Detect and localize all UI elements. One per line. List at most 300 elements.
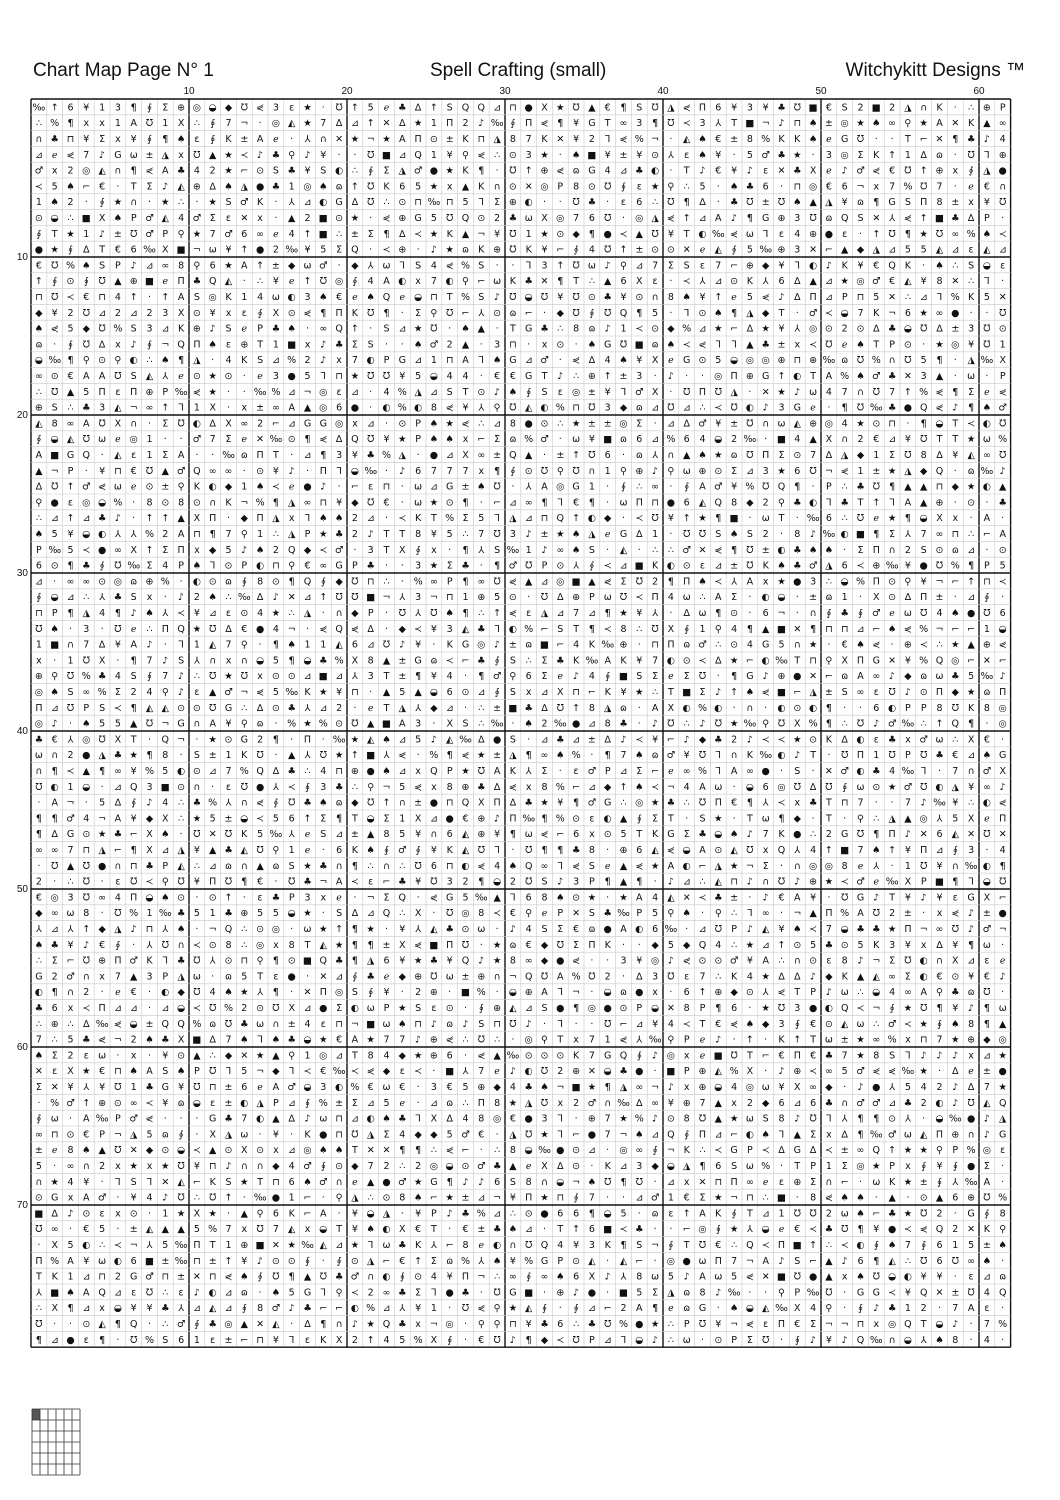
chart-symbol: · (890, 134, 894, 145)
chart-symbol: ᘮ (193, 149, 201, 161)
chart-symbol: ⊙ (335, 213, 344, 224)
chart-symbol: 2 (857, 102, 864, 114)
chart-symbol: ★ (840, 276, 849, 288)
chart-symbol: · (748, 513, 752, 525)
chart-symbol: A (462, 355, 469, 367)
chart-symbol: ℯ (999, 955, 1006, 967)
chart-symbol: · (400, 1208, 404, 1220)
chart-symbol: Q (303, 576, 312, 588)
chart-symbol: 4 (383, 386, 390, 398)
chart-symbol: ɷ (983, 687, 991, 698)
chart-symbol: ∮ (984, 592, 990, 604)
chart-symbol: ◭ (461, 623, 470, 635)
chart-symbol: ⊕ (493, 1003, 502, 1014)
chart-symbol: · (621, 971, 626, 983)
chart-symbol: ℯ (273, 134, 279, 145)
chart-symbol: % (761, 1161, 771, 1172)
chart-symbol: ᘮ (493, 1334, 501, 1346)
chart-symbol: ⊙ (540, 418, 549, 430)
chart-symbol: ⚲ (509, 671, 517, 683)
chart-symbol: ± (113, 228, 122, 240)
chart-symbol: 6 (904, 307, 911, 319)
chart-symbol: ⋞ (145, 165, 154, 177)
chart-symbol: ♣ (571, 845, 581, 856)
chart-symbol: ⚲ (240, 529, 248, 540)
chart-symbol: ‰ (822, 529, 836, 540)
chart-symbol: ◮ (540, 608, 549, 619)
chart-symbol: · (621, 450, 626, 461)
chart-symbol: Σ (557, 924, 564, 935)
chart-symbol: K (778, 134, 785, 145)
chart-symbol: P (352, 560, 358, 572)
chart-symbol: Π (698, 386, 707, 398)
chart-symbol: ¶ (620, 1176, 627, 1188)
chart-symbol: ∆ (272, 766, 280, 777)
chart-symbol: Q (888, 260, 896, 272)
chart-symbol: ⊿ (366, 513, 375, 525)
chart-symbol: K (873, 939, 880, 951)
chart-symbol: ¬ (619, 1129, 628, 1141)
chart-symbol: ◒ (603, 1208, 612, 1220)
chart-symbol: ¥ (952, 450, 959, 461)
chart-symbol: Π (809, 292, 817, 303)
chart-symbol: ✕ (161, 1176, 170, 1188)
chart-symbol: ¶ (288, 655, 295, 667)
chart-symbol: · (37, 797, 41, 809)
chart-symbol: ★ (350, 134, 360, 145)
chart-symbol: ⊙ (824, 323, 833, 335)
chart-symbol: 3 (272, 371, 279, 382)
chart-symbol: ⅂ (320, 371, 326, 382)
chart-symbol: x (67, 1192, 74, 1204)
chart-symbol: · (606, 1192, 610, 1204)
chart-symbol: ★ (82, 1066, 91, 1078)
chart-symbol: A (762, 1255, 769, 1267)
chart-symbol: ⊿ (113, 781, 122, 793)
chart-symbol: ∆ (588, 355, 596, 367)
chart-symbol: ∆ (604, 734, 611, 746)
chart-symbol: ♂ (398, 1176, 407, 1188)
chart-symbol: ± (982, 908, 991, 920)
chart-symbol: 3 (67, 892, 74, 904)
chart-symbol: ↑ (303, 276, 312, 288)
chart-symbol: ∞ (998, 118, 1007, 130)
chart-symbol: ⅂ (510, 892, 516, 904)
chart-symbol: P (920, 702, 927, 714)
chart-symbol: X (967, 813, 975, 825)
chart-symbol: ✕ (809, 671, 818, 683)
chart-symbol: Q (161, 1018, 170, 1030)
chart-symbol: ♪ (130, 608, 137, 619)
chart-symbol: x (841, 1271, 848, 1283)
chart-symbol: ★ (319, 687, 328, 698)
chart-symbol: ⊙ (698, 307, 707, 319)
chart-symbol: ◒ (556, 1176, 565, 1188)
chart-symbol: ⅄ (383, 750, 390, 762)
chart-symbol: ⅄ (478, 402, 485, 414)
chart-symbol: 2 (351, 513, 358, 525)
chart-symbol: K (351, 307, 359, 319)
chart-symbol: ↑ (34, 276, 43, 288)
chart-symbol: ⊿ (113, 1003, 122, 1014)
chart-symbol: K (304, 1129, 311, 1141)
chart-symbol: ∮ (826, 608, 832, 619)
chart-symbol: ♂ (872, 371, 881, 382)
chart-symbol: ↑ (556, 260, 565, 272)
chart-symbol: 6 (936, 1255, 943, 1267)
chart-symbol: ◐ (287, 292, 296, 303)
chart-symbol: ∞ (524, 497, 533, 509)
chart-symbol: T (399, 529, 406, 540)
chart-symbol: ∴ (557, 323, 564, 335)
chart-symbol: ♣ (556, 734, 565, 746)
chart-symbol: ◮ (367, 1255, 375, 1267)
chart-symbol: ▲ (999, 1018, 1007, 1030)
chart-symbol: ω (208, 244, 217, 256)
chart-symbol: ⅂ (210, 560, 216, 572)
chart-symbol: 3 (794, 213, 801, 224)
chart-symbol: ● (556, 1003, 565, 1014)
chart-symbol: % (524, 1255, 534, 1267)
chart-symbol: ⋞ (445, 1034, 454, 1046)
chart-symbol: ¶ (130, 702, 137, 714)
chart-symbol: ∮ (684, 481, 690, 493)
chart-symbol: Q (319, 955, 328, 967)
chart-symbol: ■ (745, 118, 755, 130)
chart-symbol: ♪ (904, 687, 911, 698)
chart-symbol: ¥ (936, 1161, 943, 1172)
chart-symbol: x (115, 1208, 121, 1220)
chart-symbol: ≺ (192, 939, 201, 951)
chart-symbol: ᘮ (82, 860, 90, 872)
chart-symbol: ⊿ (287, 418, 296, 430)
chart-symbol: ± (951, 323, 960, 335)
chart-symbol: ⅄ (667, 149, 674, 161)
chart-symbol: ¥ (904, 1287, 911, 1299)
chart-symbol: ¶ (999, 860, 1006, 872)
chart-symbol: ⅂ (921, 766, 927, 777)
chart-symbol: ★ (445, 165, 454, 177)
chart-symbol: ♂ (303, 1161, 312, 1172)
chart-symbol: ≺ (192, 1003, 201, 1014)
chart-symbol: x (273, 1145, 279, 1157)
chart-symbol: ¥ (225, 718, 232, 730)
chart-symbol: ↑ (919, 165, 928, 177)
chart-symbol: 8 (478, 908, 485, 920)
chart-symbol: ± (493, 702, 502, 714)
chart-symbol: ▲ (935, 1192, 944, 1204)
chart-symbol: ⊙ (666, 1113, 675, 1125)
chart-symbol: 8 (920, 450, 927, 461)
chart-symbol: ⊙ (145, 481, 154, 493)
chart-symbol: ▲ (303, 1271, 312, 1283)
chart-symbol: ♣ (587, 197, 597, 209)
chart-symbol: · (653, 1066, 657, 1078)
chart-symbol: ∮ (494, 655, 500, 667)
chart-symbol: ⊕ (429, 1050, 438, 1062)
chart-symbol: ◮ (114, 924, 122, 935)
chart-symbol: % (476, 987, 486, 999)
chart-symbol: G (604, 339, 612, 351)
chart-symbol: ◐ (824, 1003, 834, 1014)
chart-symbol: ■ (777, 1192, 786, 1204)
chart-symbol: Σ (446, 560, 453, 572)
chart-symbol: ★ (540, 149, 549, 161)
chart-symbol: ♣ (714, 892, 723, 904)
chart-symbol: 1 (146, 908, 153, 920)
chart-symbol: ⊓ (145, 924, 154, 935)
chart-symbol: 7 (825, 924, 832, 935)
chart-symbol: ¶ (541, 845, 548, 856)
chart-symbol: K (620, 655, 627, 667)
chart-symbol: ¥ (114, 639, 121, 651)
chart-symbol: P (557, 1255, 564, 1267)
chart-symbol: ⋞ (761, 687, 770, 698)
chart-symbol: ⊙ (240, 608, 249, 619)
chart-symbol: ∆ (794, 971, 801, 983)
chart-symbol: · (906, 1192, 910, 1204)
chart-symbol: 4 (936, 608, 943, 619)
chart-symbol: ᘮ (983, 339, 991, 351)
chart-symbol: · (116, 1050, 120, 1062)
chart-symbol: ♠ (508, 1224, 518, 1236)
chart-symbol: · (558, 434, 562, 446)
chart-symbol: ◎ (303, 1145, 312, 1157)
chart-symbol: 8 (399, 1192, 406, 1204)
chart-symbol: ± (129, 1224, 138, 1236)
chart-symbol: ⊿ (366, 418, 375, 430)
chart-symbol: ★ (161, 197, 170, 209)
chart-symbol: ◮ (82, 608, 90, 619)
chart-symbol: ⊿ (287, 1097, 296, 1109)
chart-symbol: ♪ (699, 718, 706, 730)
chart-symbol: ɷ (335, 797, 343, 809)
chart-symbol: ◎ (556, 576, 565, 588)
chart-symbol: ε (399, 1066, 405, 1078)
chart-symbol: ε (336, 386, 342, 398)
chart-symbol: ⌐ (872, 623, 881, 635)
chart-symbol: A (177, 292, 185, 303)
chart-symbol: ω (745, 1161, 754, 1172)
chart-symbol: ∞ (935, 529, 944, 540)
chart-symbol: ⚲ (161, 876, 169, 888)
chart-symbol: ¥ (415, 1303, 422, 1315)
chart-symbol: ⊓ (82, 845, 91, 856)
chart-symbol: ● (97, 860, 107, 872)
chart-symbol: ᘮ (240, 671, 248, 683)
chart-symbol: ♪ (999, 465, 1006, 477)
chart-symbol: ¶ (873, 829, 880, 841)
chart-symbol: 5 (146, 1129, 153, 1141)
chart-symbol: ◆ (35, 908, 43, 920)
chart-symbol: 2 (541, 718, 548, 730)
chart-symbol: 6 (351, 639, 358, 651)
chart-symbol: ⅄ (762, 797, 769, 809)
chart-symbol: · (321, 908, 325, 920)
chart-symbol: ⊙ (445, 1003, 454, 1014)
chart-symbol: ∴ (241, 702, 248, 714)
chart-symbol: ★ (540, 1129, 549, 1141)
chart-symbol: ε (52, 1066, 58, 1078)
chart-symbol: · (416, 892, 420, 904)
chart-symbol: ▲ (904, 813, 912, 825)
chart-symbol: ⌐ (572, 1129, 581, 1141)
chart-symbol: X (873, 592, 880, 604)
chart-symbol: ∮ (399, 1271, 405, 1283)
chart-symbol: ↑ (698, 987, 707, 999)
chart-symbol: ∞ (240, 418, 249, 430)
chart-symbol: ⊓ (208, 1082, 217, 1093)
chart-symbol: ⊙ (951, 971, 960, 983)
chart-symbol: ▲ (461, 181, 470, 193)
chart-symbol: % (50, 1097, 60, 1109)
chart-symbol: ¥ (810, 892, 817, 904)
chart-symbol: G (967, 892, 975, 904)
chart-symbol: ♪ (778, 1255, 785, 1267)
chart-symbol: X (67, 1066, 74, 1078)
chart-symbol: ⚲ (161, 687, 169, 698)
chart-symbol: ᘮ (920, 781, 928, 793)
chart-symbol: ⌐ (761, 1050, 770, 1062)
chart-symbol: ᘮ (382, 639, 391, 651)
chart-symbol: ♣ (113, 592, 123, 604)
chart-symbol: · (953, 149, 957, 161)
chart-symbol: ɷ (240, 450, 248, 461)
chart-symbol: ≺ (903, 1018, 912, 1030)
chart-symbol: ᘮ (651, 102, 659, 114)
chart-symbol: ∮ (842, 781, 848, 793)
chart-symbol: 3 (810, 576, 817, 588)
chart-symbol: 2 (272, 544, 279, 556)
chart-symbol: ♪ (604, 323, 611, 335)
chart-symbol: ⊕ (98, 1097, 107, 1109)
chart-symbol: Π (777, 1240, 786, 1251)
chart-symbol: ω (366, 1003, 375, 1014)
chart-symbol: ‰ (743, 434, 757, 446)
chart-symbol: X (651, 355, 659, 367)
chart-symbol: ◒ (50, 213, 59, 224)
chart-symbol: 4 (446, 371, 453, 382)
chart-symbol: ⋞ (508, 608, 517, 619)
chart-symbol: ᘮ (904, 955, 912, 967)
chart-symbol: ◆ (604, 781, 612, 793)
chart-symbol: ♣ (887, 323, 897, 335)
chart-symbol: ⊿ (524, 513, 533, 525)
chart-symbol: ± (271, 260, 280, 272)
chart-symbol: · (732, 781, 736, 793)
chart-symbol: ◐ (382, 402, 391, 414)
chart-symbol: 1 (652, 529, 659, 540)
chart-symbol: ∆ (399, 228, 406, 240)
chart-symbol: · (400, 987, 404, 999)
chart-symbol: ★ (350, 734, 360, 746)
chart-symbol: ⚲ (936, 987, 943, 999)
chart-symbol: % (903, 181, 913, 193)
chart-symbol: € (114, 244, 121, 256)
chart-symbol: ★ (729, 1224, 739, 1236)
chart-symbol: K (730, 971, 738, 983)
chart-symbol: ⅄ (415, 924, 422, 935)
chart-symbol: ♪ (873, 718, 880, 730)
chart-symbol: ᘮ (999, 307, 1007, 319)
chart-symbol: 7 (67, 845, 74, 856)
chart-symbol: € (478, 1129, 485, 1141)
chart-symbol: ★ (97, 829, 107, 841)
chart-symbol: ℯ (399, 292, 406, 303)
chart-symbol: ♣ (587, 1319, 597, 1330)
chart-symbol: ★ (903, 1176, 913, 1188)
chart-symbol: ∴ (288, 608, 295, 619)
chart-symbol: K (651, 829, 659, 841)
chart-symbol: ⅄ (399, 1303, 406, 1315)
chart-symbol: ◎ (998, 702, 1007, 714)
chart-symbol: A (825, 371, 833, 382)
chart-symbol: ± (145, 1018, 154, 1030)
chart-symbol: ∞ (635, 1082, 644, 1093)
chart-symbol: ᘮ (999, 418, 1007, 430)
chart-symbol: ¥ (541, 244, 548, 256)
chart-symbol: ≺ (445, 655, 454, 667)
chart-symbol: ∴ (825, 576, 832, 588)
chart-symbol: ◮ (825, 560, 833, 572)
chart-symbol: ∞ (556, 544, 565, 556)
chart-symbol: ¥ (778, 323, 785, 335)
chart-symbol: ★ (714, 450, 723, 461)
chart-symbol: ‰ (933, 797, 946, 809)
chart-symbol: ‰ (775, 655, 788, 667)
chart-symbol: Π (446, 939, 454, 951)
chart-symbol: ✕ (903, 371, 912, 382)
chart-symbol: 5 (272, 908, 279, 920)
chart-symbol: · (384, 608, 389, 619)
chart-symbol: Q (430, 766, 438, 777)
chart-symbol: 8 (178, 497, 185, 509)
chart-symbol: ᘮ (904, 355, 912, 367)
chart-symbol: 1 (904, 860, 911, 872)
chart-symbol: P (36, 544, 42, 556)
chart-symbol: ≺ (635, 592, 644, 604)
chart-symbol: ⅄ (272, 781, 279, 793)
chart-symbol: ♠ (34, 529, 44, 540)
chart-symbol: ¶ (541, 813, 548, 825)
chart-symbol: ¥ (67, 1082, 74, 1093)
chart-symbol: · (700, 908, 705, 920)
chart-symbol: ● (808, 1003, 818, 1014)
chart-symbol: € (889, 276, 896, 288)
chart-symbol: 8 (778, 1113, 785, 1125)
chart-symbol: T (541, 371, 548, 382)
chart-symbol: ◆ (414, 1129, 422, 1141)
chart-symbol: ♪ (178, 687, 185, 698)
chart-symbol: ¥ (304, 244, 311, 256)
chart-symbol: 2 (415, 1161, 422, 1172)
chart-symbol: · (700, 1334, 705, 1346)
chart-symbol: · (637, 1208, 641, 1220)
chart-symbol: · (337, 149, 341, 161)
chart-symbol: Π (335, 307, 343, 319)
chart-symbol: ⅄ (889, 1082, 896, 1093)
chart-symbol: ω (745, 228, 754, 240)
chart-symbol: · (416, 244, 420, 256)
chart-symbol: ε (225, 213, 232, 224)
chart-symbol: 8 (415, 529, 422, 540)
chart-symbol: ⊙ (524, 1050, 533, 1062)
chart-symbol: · (226, 1208, 231, 1220)
chart-symbol: ↑ (224, 1255, 233, 1267)
chart-symbol: ∆ (304, 1319, 311, 1330)
chart-symbol: ★ (413, 118, 423, 130)
chart-symbol: 7 (652, 260, 659, 272)
